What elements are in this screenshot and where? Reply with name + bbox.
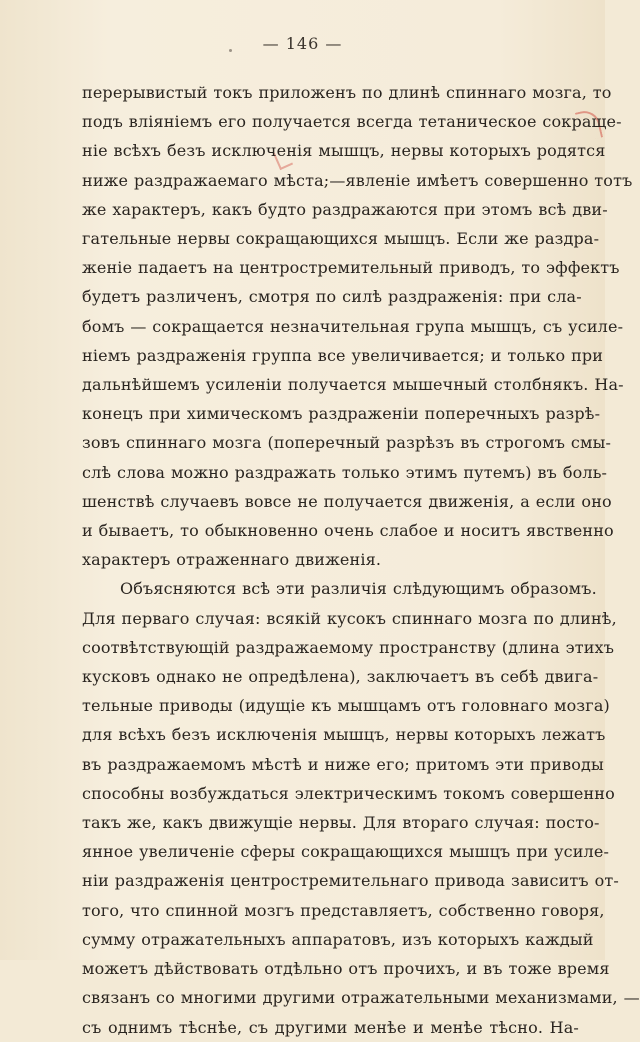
text-line: перерывистый токъ приложенъ по длинѣ спиннаго мозга, то [82, 83, 612, 102]
text-line: сумму отражательныхъ аппаратовъ, изъ которыхъ каждый [82, 929, 594, 949]
body-text [82, 78, 640, 1042]
text-line: ніи раздраженія центростремительнаго привода зависитъ от- [82, 871, 619, 891]
text-line: шенствѣ случаевъ вовсе не получается движенія, а если оно [82, 491, 612, 511]
text-line: зовъ спиннаго мозга (поперечный разрѣзъ въ строгомъ смы- [82, 433, 612, 453]
text-line: можетъ дѣйствовать отдѣльно отъ прочихъ, и въ тоже время [82, 959, 610, 979]
text-line: же характеръ, какъ будто раздражаются при этомъ всѣ дви- [82, 199, 608, 219]
text-line: для всѣхъ безъ исключенія мышцъ, нервы которыхъ лежатъ [82, 725, 606, 745]
text-line: способны возбуждаться электрическимъ токомъ совершенно [82, 783, 615, 803]
text-line: подъ вліяніемъ его получается всегда тетаническое сокраще- [82, 112, 622, 132]
text-line: связанъ со многими другими отражательными механизмами, — [82, 988, 640, 1008]
text-line: ніе всѣхъ безъ исключенія мышцъ, нервы которыхъ родятся [82, 141, 606, 161]
text-line: Для перваго случая: всякій кусокъ спиннаго мозга по длинѣ, [82, 608, 617, 628]
ink-dot [229, 49, 232, 52]
text-line: тельные приводы (идущіе къ мышцамъ отъ головнаго мозга) [82, 696, 610, 716]
text-line: того, что спинной мозгъ представляетъ, собственно говоря, [82, 900, 605, 920]
text-line: женіе падаетъ на центростремительный приводъ, то эффектъ [82, 258, 620, 278]
text-line: кусковъ однако не опредѣлена), заключаетъ въ себѣ двига- [82, 667, 599, 687]
text-line: характеръ отраженнаго движенія. [82, 550, 382, 570]
text-line: ниже раздражаемаго мѣста;—явленіе имѣетъ совершенно тотъ [82, 170, 633, 190]
text-line: такъ же, какъ движущіе нервы. Для втораго случая: посто- [82, 813, 600, 833]
text-line: съ однимъ тѣснѣе, съ другими менѣе и менѣе тѣсно. На- [82, 1017, 579, 1037]
page-number: — 146 — [262, 34, 343, 53]
text-line: янное увеличеніе сферы сокращающихся мышцъ при усиле- [82, 842, 610, 862]
text-line: дальнѣйшемъ усиленіи получается мышечный столбнякъ. На- [82, 375, 624, 395]
text-line: въ раздражаемомъ мѣстѣ и ниже его; притомъ эти приводы [82, 754, 604, 774]
text-line: конецъ при химическомъ раздраженіи поперечныхъ разрѣ- [82, 404, 601, 424]
text-line: Объясняются всѣ эти различія слѣдующимъ образомъ. [120, 579, 597, 599]
text-line: и бываетъ, то обыкновенно очень слабое и носитъ явственно [82, 521, 614, 541]
text-line: соотвѣтствующій раздражаемому пространству (длина этихъ [82, 637, 615, 657]
text-line: бомъ — сокращается незначительная група мышцъ, съ усиле- [82, 316, 624, 336]
text-line: гательные нервы сокращающихся мышцъ. Если же раздра- [82, 229, 600, 249]
text-line: ніемъ раздраженія группа все увеличивается; и только при [82, 345, 604, 365]
text-line: слѣ слова можно раздражать только этимъ путемъ) въ боль- [82, 462, 608, 482]
text-line: будетъ различенъ, смотря по силѣ раздраженія: при сла- [82, 287, 582, 307]
